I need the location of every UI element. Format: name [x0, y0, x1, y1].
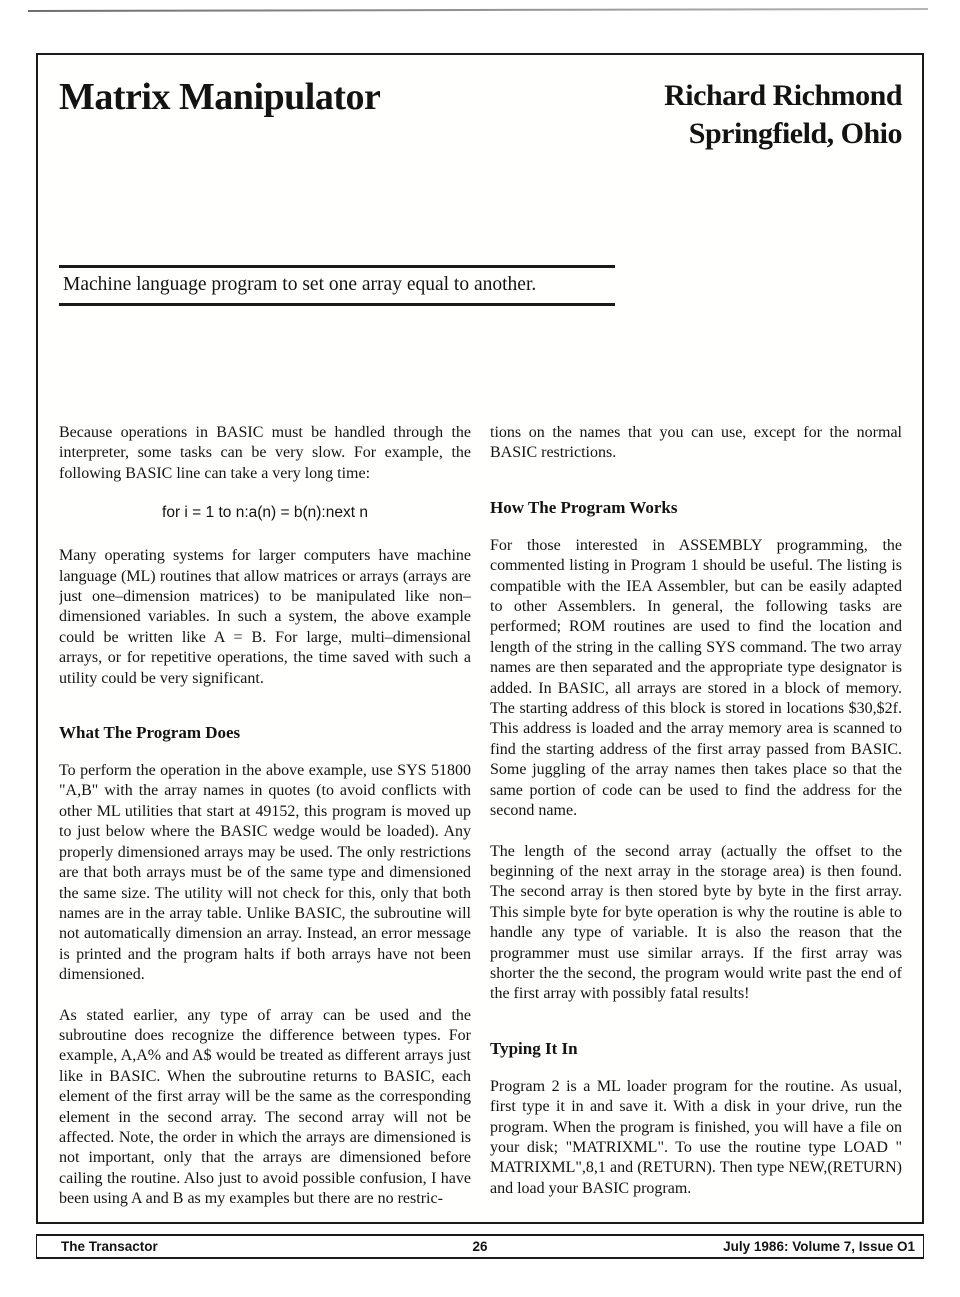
paragraph: Program 2 is a ML loader program for the routine. As usual, first type it in and save it. With a disk in your drive, run the program. When the program is finished, you will have a file on your disk; "MATRIXML". To use the routine type LOAD " MATRIXML",8,1 and (RETURN). Then type NEW,(RETURN) and load your BASIC program.	[490, 1077, 902, 1197]
deck-text: Machine language program to set one array equal to another.	[63, 274, 537, 295]
article-deck	[59, 265, 615, 306]
footer-magazine-name: The Transactor	[61, 1239, 158, 1254]
article-header	[59, 77, 902, 153]
footer-issue-info: July 1986: Volume 7, Issue O1	[723, 1239, 915, 1254]
left-column	[59, 423, 471, 1218]
paragraph: tions on the names that you can use, except for the normal BASIC restrictions.	[490, 424, 902, 462]
author-location: Springfield, Ohio	[688, 116, 902, 150]
footer-page-number: 26	[472, 1239, 488, 1254]
article-frame	[36, 53, 924, 1224]
section-heading-typing-it-in: Typing It In	[490, 1038, 578, 1058]
paragraph: The length of the second array (actually the offset to the beginning of the next array in the storage area) is then found. The second array is then stored byte by byte in the first array. This simple byte for byte operation is why the routine is able to handle any type of variable. It is also the reason that the programmer must use similar arrays. If the first array was shorter the the second, the program would write past the end of the first array with possibly fatal results!	[490, 842, 902, 1003]
article-title: Matrix Manipulator	[59, 76, 381, 118]
scan-edge-artifact	[28, 8, 928, 12]
paragraph: For those interested in ASSEMBLY programming, the commented listing in Program 1 should be useful. The listing is compatible with the IEA Assembler, but can be easily adapted to other Assemblers. In general, the following tasks are performed; ROM routines are used to find the location and length of the string in the calling SYS command. The two array names are then separated and the appropriate type designator is added. In BASIC, all arrays are stored in a block of memory. The starting address of this block is stored in locations $30,$2f. This address is loaded and the array memory area is scanned to find the starting address of the first array passed from BASIC. Some juggling of the array names then takes place so that the same portion of code can be used to find the address for the second name.	[490, 536, 902, 820]
paragraph: Because operations in BASIC must be handled through the interpreter, some tasks can be very slow. For example, the following BASIC line can take a very long time:	[59, 424, 471, 482]
article-body	[59, 423, 902, 1218]
paragraph: Many operating systems for larger computers have machine language (ML) routines that allow matrices or arrays (arrays are just one–dimension matrices) to be manipulated like non–dimensioned variables. In such a system, the above example could be written like A = B. For large, multi–dimensional arrays, or for repetitive operations, the time saved with such a utility could be very significant.	[59, 547, 471, 687]
paragraph: As stated earlier, any type of array can be used and the subroutine does recognize the difference between types. For example, A,A% and A$ would be treated as different arrays just like in BASIC. When the subroutine returns to BASIC, each element of the first array will be the same as the corresponding element in the second array. The second array will not be affected. Note, the order in which the arrays are dimensioned is not important, only that the arrays are dimensioned before cailing the routine. Also just to avoid possible confusion, I have been using A and B as my examples but there are no restric-	[59, 1006, 471, 1208]
paragraph: To perform the operation in the above example, use SYS 51800 "A,B" with the array names in quotes (to avoid conflicts with other ML utilities that start at 49152, this program is moved up to just below where the BASIC wedge would be loaded). Any properly dimensioned arrays may be used. The only restrictions are that both arrays must be of the same type and dimensioned the same size. The utility will not check for this, only that both names are in the array table. Unlike BASIC, the subroutine will not automatically dimension an array. Instead, an error message is printed and the program halts if both arrays have not been dimensioned.	[59, 762, 471, 984]
right-column	[490, 423, 902, 1218]
basic-code-line: for i = 1 to n:a(n) = b(n):next n	[162, 504, 368, 522]
page-footer	[36, 1234, 924, 1259]
section-heading-how-the-program-works: How The Program Works	[490, 497, 678, 517]
author-name: Richard Richmond	[664, 79, 902, 112]
section-heading-what-the-program-does: What The Program Does	[59, 723, 241, 743]
author-block	[664, 77, 902, 153]
